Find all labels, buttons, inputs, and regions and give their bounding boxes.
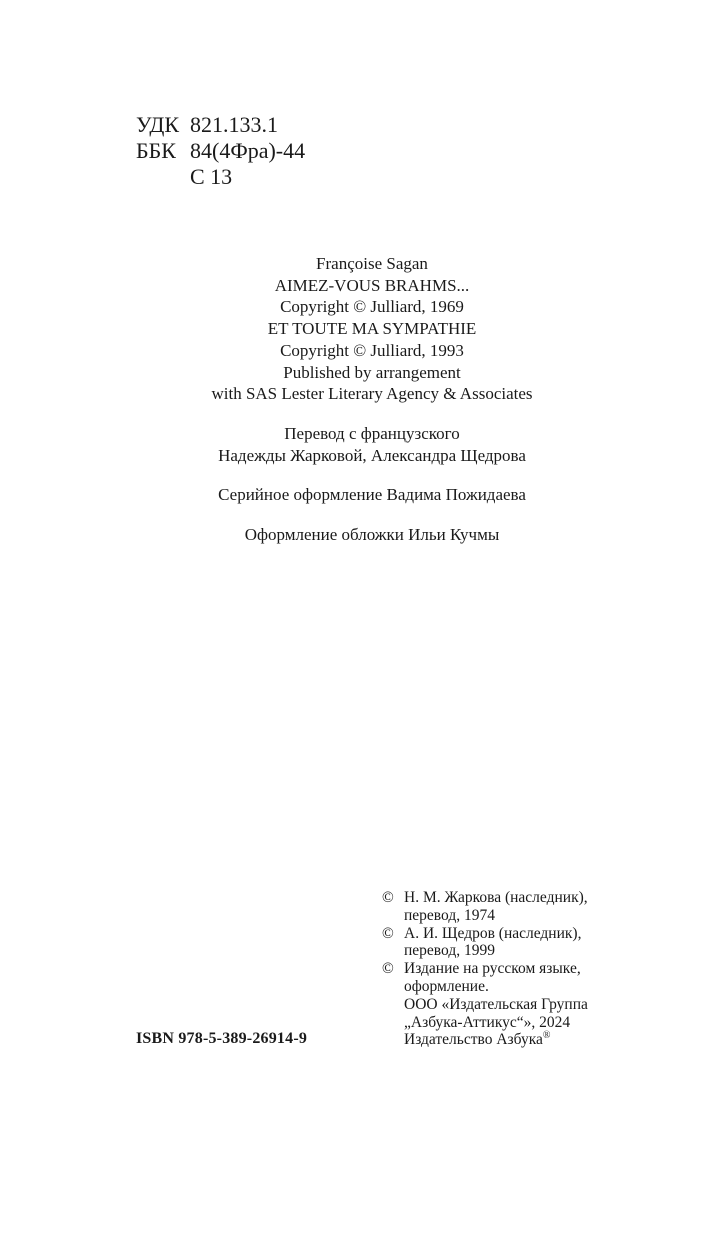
translators: Надежды Жарковой, Александра Щедрова (218, 445, 526, 465)
copyright-line: ООО «Издательская Группа (404, 995, 588, 1013)
copyright-line: Н. М. Жаркова (наследник), (404, 889, 588, 906)
publisher-name: Издательство Азбука (404, 1031, 543, 1049)
translation-label: Перевод с французского (284, 423, 460, 443)
bbk-row (136, 138, 305, 164)
publisher-line (404, 1031, 588, 1049)
copyright-line: перевод, 1999 (404, 942, 495, 960)
copyright-line-1: Copyright © Julliard, 1969 (280, 297, 464, 317)
published-line: Published by arrangement (283, 362, 461, 382)
copyright-symbol: © (382, 960, 394, 978)
copyright-symbol: © (382, 889, 394, 906)
agency-line: with SAS Lester Literary Agency & Associates (211, 384, 533, 404)
udk-row (136, 112, 305, 138)
bbk-label: ББК (136, 138, 176, 163)
credits-block (0, 253, 709, 546)
copyright-line: „Азбука-Аттикус“», 2024 (404, 1013, 571, 1031)
copyright-line: Издание на русском языке, (404, 960, 581, 978)
copyright-line: А. И. Щедров (наследник), (404, 924, 582, 942)
copyright-entry (382, 889, 588, 925)
copyright-entry (382, 960, 588, 1049)
bbk-value: 84(4Фра)-44 (190, 138, 306, 163)
original-title-1: AIMEZ-VOUS BRAHMS... (274, 275, 470, 295)
copyright-line: перевод, 1974 (404, 906, 495, 924)
copyright-symbol: © (382, 924, 394, 942)
cover-design: Оформление обложки Ильи Кучмы (244, 525, 500, 545)
copyright-line: оформление. (404, 977, 489, 995)
classification-block (136, 112, 305, 190)
copyright-line-2: Copyright © Julliard, 1993 (280, 340, 464, 360)
original-author: Françoise Sagan (316, 254, 428, 273)
registered-mark: ® (542, 1030, 551, 1042)
original-title-2: ET TOUTE MA SYMPATHIE (267, 319, 477, 339)
isbn: ISBN 978-5-389-26914-9 (136, 1030, 308, 1047)
author-mark: С 13 (190, 164, 233, 189)
udk-label: УДК (136, 112, 180, 137)
copyright-entry (382, 925, 588, 961)
udk-value: 821.133.1 (190, 112, 278, 137)
series-design: Серийное оформление Вадима Пожидаева (218, 485, 526, 505)
copyright-block (382, 889, 588, 1049)
author-mark-row (136, 164, 305, 190)
